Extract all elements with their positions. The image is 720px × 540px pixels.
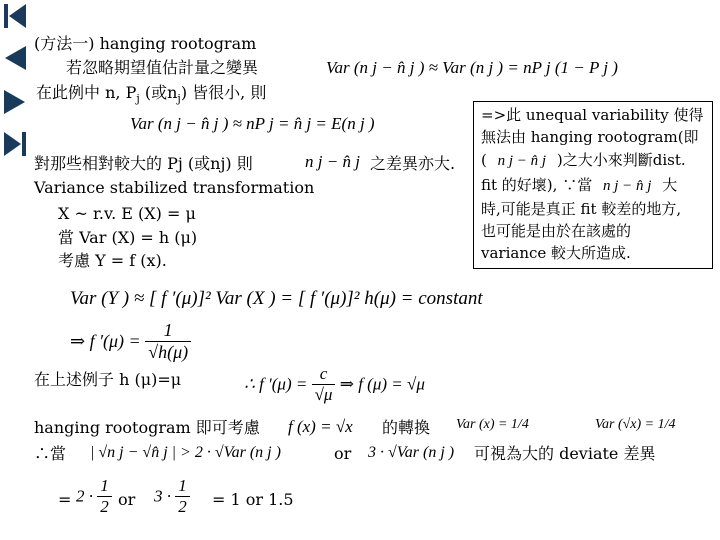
text-example-small: 在此例中 n, $P_j$ (或$n_j$) 皆很小, 則: [36, 83, 267, 106]
first-slide-icon: [2, 2, 28, 30]
equation-f-prime: ⇒ f ′(μ) = $\frac{1}{√h(\mu)}$: [70, 320, 191, 363]
previous-slide-button[interactable]: [2, 44, 28, 72]
equation-deviation: n j − n̂ j: [305, 152, 360, 171]
note-line-1: =>此 unequal variability 使得: [481, 106, 704, 124]
equation-var-sqrt-quarter: Var (√x) = 1/4: [595, 417, 676, 432]
text-transformation: 的轉換: [382, 418, 431, 437]
text-when: ∴當: [34, 444, 67, 463]
previous-slide-icon: [2, 44, 28, 72]
note-line-2: 無法由 hanging rootogram(即: [481, 128, 699, 146]
next-slide-icon: [2, 88, 28, 116]
text-difference-large: 之差異亦大.: [370, 154, 456, 173]
last-slide-button[interactable]: [2, 130, 28, 158]
equation-var-approx-1: Var (n j − n̂ j ) ≈ Var (n j ) = nP j (1 − P j ): [326, 58, 618, 77]
note-line-3: ( n j − n̂ j )之大小來判斷dist.: [481, 151, 686, 169]
text-ignore-variance: 若忽略期望值估計量之變異: [66, 58, 259, 77]
first-slide-button[interactable]: [2, 2, 28, 30]
note-line-4: fit 的好壞), ∵當 n j − n̂ j 大: [481, 176, 678, 194]
text-or-1: or: [334, 444, 352, 463]
text-hanging-rootogram: hanging rootogram 即可考慮: [34, 418, 260, 437]
equation-therefore-f: ∴ f ′(μ) = $\frac{c}{√\mu}$ ⇒ f (μ) = √μ: [244, 364, 425, 404]
equation-var-quarter: Var (x) = 1/4: [456, 417, 529, 432]
text-variance-stabilized: Variance stabilized transformation: [34, 178, 315, 197]
next-slide-button[interactable]: [2, 88, 28, 116]
text-consider-y: 考慮 Y = f (x).: [58, 251, 167, 270]
note-box: [473, 101, 713, 269]
text-example-h-mu: 在上述例子 h (μ)=μ: [34, 370, 182, 389]
text-equals: =: [58, 490, 72, 509]
text-random-variable: X ~ r.v. E (X) = μ: [58, 204, 196, 223]
text-var-h-mu: 當 Var (X) = h (μ): [58, 228, 198, 247]
equation-three-sqrt-var: 3 · √Var (n j ): [368, 444, 455, 461]
note-line-7: variance 較大所造成.: [481, 244, 631, 262]
equation-two-half: 2 · $\frac{1}{2}$: [76, 476, 112, 517]
note-line-5: 時,可能是真正 fit 較差的地方,: [481, 200, 682, 218]
text-relatively-large: 對那些相對較大的 Pj (或nj) 則: [34, 154, 253, 173]
equation-three-half: 3 · $\frac{1}{2}$: [154, 476, 190, 517]
note-line-6: 也可能是由於在該處的: [481, 222, 632, 240]
heading-method-one: (方法一) hanging rootogram: [34, 34, 257, 53]
text-or-2: or: [118, 490, 136, 509]
text-result: = 1 or 1.5: [212, 490, 294, 509]
equation-var-y: Var (Y ) ≈ [ f ′(μ)]² Var (X ) = [ f ′(μ)]² h(μ) = constant: [70, 288, 483, 309]
equation-abs-deviation: | √n j − √n̂ j | > 2 · √Var (n j ): [90, 444, 281, 461]
equation-f-sqrt-x: f (x) = √x: [288, 417, 353, 436]
last-slide-icon: [2, 130, 28, 158]
equation-var-approx-2: Var (n j − n̂ j ) ≈ nP j = n̂ j = E(n j ): [130, 114, 375, 133]
text-large-deviate: 可視為大的 deviate 差異: [474, 444, 656, 463]
